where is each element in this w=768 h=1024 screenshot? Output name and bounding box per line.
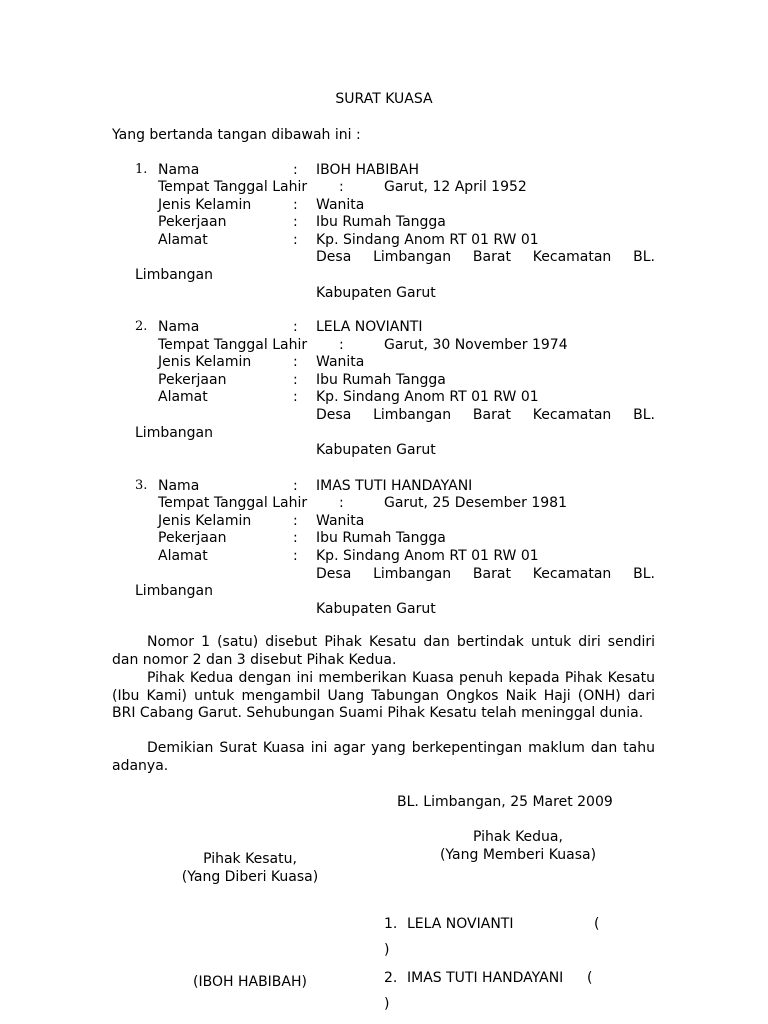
value-nama: IMAS TUTI HANDAYANI: [316, 478, 473, 494]
colon: :: [293, 214, 298, 230]
label-alamat: Alamat: [158, 548, 208, 564]
colon: :: [339, 337, 344, 353]
label-ttl: Tempat Tanggal Lahir: [158, 495, 308, 511]
label-alamat: Alamat: [158, 389, 208, 405]
label-alamat: Alamat: [158, 232, 208, 248]
signatory-name: IMAS TUTI HANDAYANI: [407, 970, 564, 986]
value-jenis-kelamin: Wanita: [316, 354, 365, 370]
value-nama: LELA NOVIANTI: [316, 319, 423, 335]
value-pekerjaan: Ibu Rumah Tangga: [316, 372, 446, 388]
colon: :: [293, 319, 298, 335]
pihak-kedua-subtitle: (Yang Memberi Kuasa): [439, 847, 597, 863]
label-pekerjaan: Pekerjaan: [158, 530, 227, 546]
label-nama: Nama: [158, 319, 200, 335]
signatory-number: 1.: [384, 916, 398, 932]
colon: :: [293, 478, 298, 494]
colon: :: [293, 232, 298, 248]
value-alamat-line2: Desa Limbangan Barat Kecamatan BL.: [316, 566, 655, 582]
colon: :: [293, 162, 298, 178]
label-jenis-kelamin: Jenis Kelamin: [158, 513, 252, 529]
value-jenis-kelamin: Wanita: [316, 513, 365, 529]
person-number: 2.: [135, 319, 148, 334]
value-alamat-wrap: Limbangan: [135, 583, 214, 599]
signature-bracket-close: ): [384, 942, 390, 958]
colon: :: [293, 548, 298, 564]
label-jenis-kelamin: Jenis Kelamin: [158, 354, 252, 370]
document-title: SURAT KUASA: [335, 91, 433, 107]
signature-bracket-open: (: [594, 916, 600, 932]
colon: :: [339, 179, 344, 195]
value-alamat-line3: Kabupaten Garut: [316, 442, 436, 458]
value-ttl: Garut, 12 April 1952: [384, 179, 527, 195]
value-nama: IBOH HABIBAH: [316, 162, 420, 178]
signatory-name: LELA NOVIANTI: [407, 916, 514, 932]
label-ttl: Tempat Tanggal Lahir: [158, 179, 308, 195]
place-date: BL. Limbangan, 25 Maret 2009: [397, 794, 613, 810]
colon: :: [293, 530, 298, 546]
value-alamat-line1: Kp. Sindang Anom RT 01 RW 01: [316, 548, 539, 564]
colon: :: [293, 513, 298, 529]
value-alamat-line2: Desa Limbangan Barat Kecamatan BL.: [316, 249, 655, 265]
value-alamat-line1: Kp. Sindang Anom RT 01 RW 01: [316, 389, 539, 405]
signatory-kesatu-name: (IBOH HABIBAH): [193, 974, 307, 990]
label-pekerjaan: Pekerjaan: [158, 214, 227, 230]
colon: :: [293, 389, 298, 405]
colon: :: [293, 372, 298, 388]
value-pekerjaan: Ibu Rumah Tangga: [316, 530, 446, 546]
colon: :: [339, 495, 344, 511]
value-alamat-line2: Desa Limbangan Barat Kecamatan BL.: [316, 407, 655, 423]
colon: :: [293, 197, 298, 213]
label-nama: Nama: [158, 478, 200, 494]
pihak-kesatu-title: Pihak Kesatu,: [203, 851, 297, 867]
value-alamat-line1: Kp. Sindang Anom RT 01 RW 01: [316, 232, 539, 248]
label-pekerjaan: Pekerjaan: [158, 372, 227, 388]
paragraph-3: Demikian Surat Kuasa ini agar yang berkepentingan maklum dan tahu adanya.: [112, 740, 655, 774]
person-number: 1.: [135, 162, 148, 177]
value-jenis-kelamin: Wanita: [316, 197, 365, 213]
pihak-kedua-title: Pihak Kedua,: [473, 829, 563, 845]
label-nama: Nama: [158, 162, 200, 178]
signature-bracket-close: ): [384, 996, 390, 1012]
paragraph-2: Pihak Kedua dengan ini memberikan Kuasa penuh kepada Pihak Kesatu (Ibu Kami) untuk mengambil Uang Tabungan Ongkos Naik Haji (ONH) dari BRI Cabang Garut. Sehubungan Suami Pihak Kesatu telah meninggal dunia.: [112, 670, 655, 721]
intro-text: Yang bertanda tangan dibawah ini :: [112, 127, 361, 143]
label-ttl: Tempat Tanggal Lahir: [158, 337, 308, 353]
value-ttl: Garut, 30 November 1974: [384, 337, 568, 353]
person-number: 3.: [135, 478, 148, 493]
value-alamat-line3: Kabupaten Garut: [316, 601, 436, 617]
pihak-kesatu-subtitle: (Yang Diberi Kuasa): [181, 869, 319, 885]
value-ttl: Garut, 25 Desember 1981: [384, 495, 567, 511]
value-alamat-wrap: Limbangan: [135, 425, 214, 441]
paragraph-1: Nomor 1 (satu) disebut Pihak Kesatu dan bertindak untuk diri sendiri dan nomor 2 dan 3 disebut Pihak Kedua.: [112, 634, 655, 668]
value-pekerjaan: Ibu Rumah Tangga: [316, 214, 446, 230]
signature-bracket-open: (: [587, 970, 593, 986]
value-alamat-wrap: Limbangan: [135, 267, 214, 283]
value-alamat-line3: Kabupaten Garut: [316, 285, 436, 301]
colon: :: [293, 354, 298, 370]
label-jenis-kelamin: Jenis Kelamin: [158, 197, 252, 213]
signatory-number: 2.: [384, 970, 398, 986]
